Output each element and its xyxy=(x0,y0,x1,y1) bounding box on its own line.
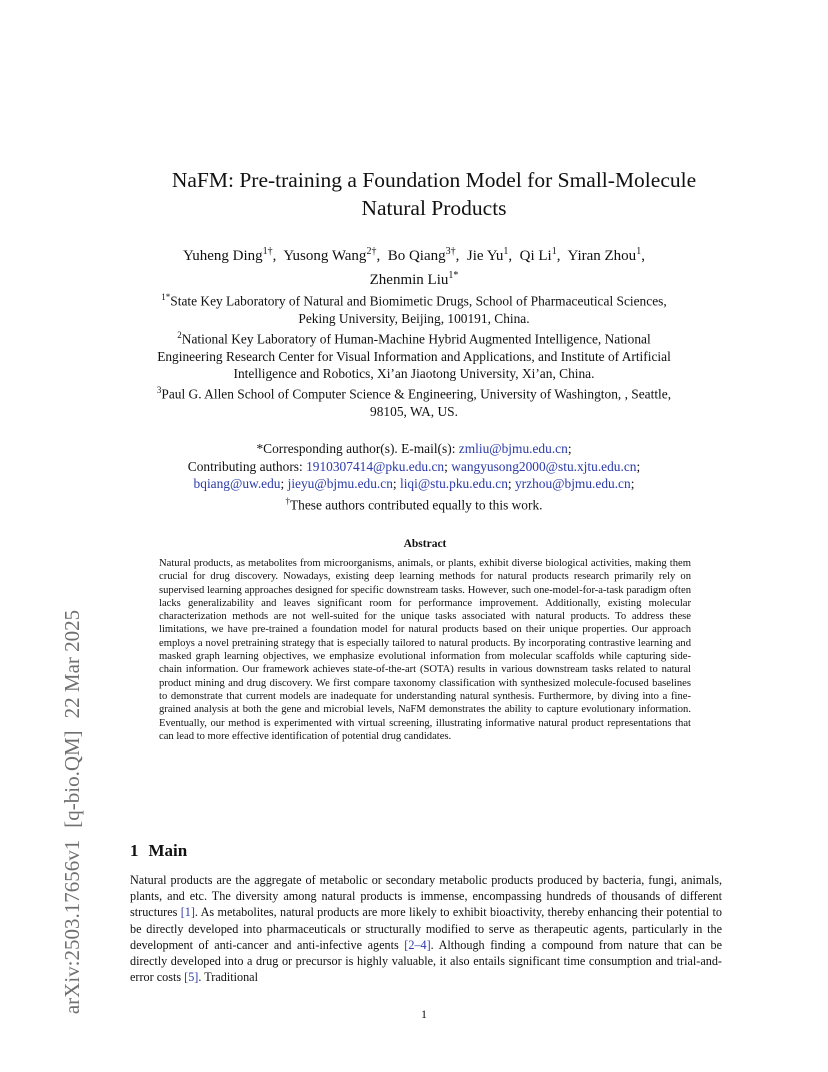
affiliation: $^{1*}$State Key Laboratory of Natural and Biomimetic Drugs, School of Pharmaceutical Sciences, Peking University, Beijing, 100191, China. xyxy=(161,292,667,326)
equal-contribution-note: †These authors contributed equally to this work. xyxy=(285,495,543,512)
email-link[interactable]: bqiang@uw.edu xyxy=(193,476,281,491)
author: Yusong Wang$^{2\dagger}$ xyxy=(283,246,377,264)
section-number: 1 xyxy=(130,841,139,860)
title-line-1: NaFM: Pre-training a Foundation Model for Small-Molecule xyxy=(171,168,697,192)
author: Zhenmin Liu$^{1*}$ xyxy=(369,270,459,288)
contributing-label: Contributing authors: xyxy=(187,458,303,474)
email-link[interactable]: 1910307414@pku.edu.cn xyxy=(306,458,445,474)
author: Yiran Zhou$^1$ xyxy=(567,246,642,264)
abstract-heading: Abstract xyxy=(403,538,447,550)
author: Qi Li$^1$ xyxy=(519,246,557,264)
email-link[interactable]: jieyu@bjmu.edu.cn xyxy=(287,476,393,491)
citation-link[interactable]: [1] xyxy=(180,905,195,920)
section-heading xyxy=(130,841,187,861)
contact-info: *Corresponding author(s). E-mail(s): zmliu@bjmu.edu.cn; Contributing authors: 1910307414@pku.edu.cn; wangyusong2000@stu.xjtu.edu.cn; bqiang@uw.edu; jieyu@bjmu.edu.cn; liqi@stu.pku.edu.cn; yrzhou@bjmu.edu.cn; †These authors contributed equally to this work. xyxy=(120,440,708,513)
corresponding-label: *Corresponding author(s). E-mail(s): xyxy=(256,441,456,456)
arxiv-date: 22 Mar 2025 xyxy=(60,609,84,719)
corresponding-email-link[interactable]: zmliu@bjmu.edu.cn xyxy=(458,441,568,456)
arxiv-category: [q-bio.QM] xyxy=(60,730,84,828)
body-paragraph: Natural products are the aggregate of metabolic or secondary metabolic products produced by bacteria, fungi, animals, plants, and etc. The diversity among natural products is immense, encompassing hundreds of thousands of different structures [1]. As metabolites, natural products are more likely to exhibit bioactivity, thereby enhancing their potential to be directly developed into pharmaceuticals or structurally modified to serve as therapeutic agents, particularly in the development of anti-cancer and anti-infective agents [2–4]. Although finding a compound from nature that can be directly developed into a drug or precursor is highly valuable, it also entails significant time consumption and trial-and-error costs [5]. Traditional xyxy=(130,873,722,985)
citation-link[interactable]: [2–4] xyxy=(404,937,431,952)
page-number: 1 xyxy=(421,1007,427,1021)
email-link[interactable]: liqi@stu.pku.edu.cn xyxy=(399,476,508,491)
affiliations xyxy=(150,289,678,420)
abstract-text: Natural products, as metabolites from microorganisms, animals, or plants, exhibit diverse biological activities, making them crucial for drug discovery. Nowadays, existing deep learning methods for natural products research primarily rely on supervised learning approaches designed for specific downstream tasks. However, such one-model-for-a-task paradigm often lacks generalizability and leaves significant room for performance improvement. Additionally, existing molecular characterization methods are not well-suited for the unique tasks associated with natural products. To address these limitations, we have pre-trained a foundation model for natural products based on their unique properties. Our approach employs a novel pretraining strategy that is especially tailored to natural products. By incorporating contrastive learning and masked graph learning objectives, we emphasize evolutional information from molecular scaffolds while capturing side-chain information. Our framework achieves state-of-the-art (SOTA) results in various downstream tasks related to natural product mining and drug discovery. We first compare taxonomy classification with synthesized molecule-focused baselines to demonstrate that current models are inadequate for understanding natural synthesis. Furthermore, by diving into a fine-grained analysis at both the gene and microbial levels, NaFM demonstrates the ability to capture evolutionary information. Eventually, our method is experimented with virtual screening, illustrating informative natural product representations that can lead to more effective identification of potential drug candidates. xyxy=(159,558,691,742)
author: Jie Yu$^1$ xyxy=(466,246,509,264)
affiliation: $^3$Paul G. Allen School of Computer Science & Engineering, University of Washington, , Seattle, 98105, WA, US. xyxy=(156,385,672,420)
arxiv-id: arXiv:2503.17656v1 xyxy=(60,839,84,1015)
email-link[interactable]: wangyusong2000@stu.xjtu.edu.cn xyxy=(451,458,637,474)
citation-link[interactable]: [5] xyxy=(184,970,199,985)
paper-title xyxy=(120,166,748,222)
author: Bo Qiang$^{3\dagger}$ xyxy=(387,246,456,264)
author-list: Yuheng Ding$^{1\dagger}$, Yusong Wang$^{2\dagger}$, Bo Qiang$^{3\dagger}$, Jie Yu$^1$, Qi Li$^1$, Yiran Zhou$^1$, Zhenmin Liu$^{1*}$ xyxy=(183,246,645,288)
arxiv-identifier xyxy=(52,552,92,1072)
email-link[interactable]: yrzhou@bjmu.edu.cn xyxy=(514,476,631,491)
author: Yuheng Ding$^{1\dagger}$ xyxy=(183,246,273,264)
section-title: Main xyxy=(148,841,188,860)
title-line-2: Natural Products xyxy=(361,196,507,220)
affiliation: $^2$National Key Laboratory of Human-Machine Hybrid Augmented Intelligence, National Engineering Research Center for Visual Information and Applications, and Institute of Artificial Intelligence and Robotics, Xi’an Jiaotong University, Xi’an, China. xyxy=(157,330,671,382)
